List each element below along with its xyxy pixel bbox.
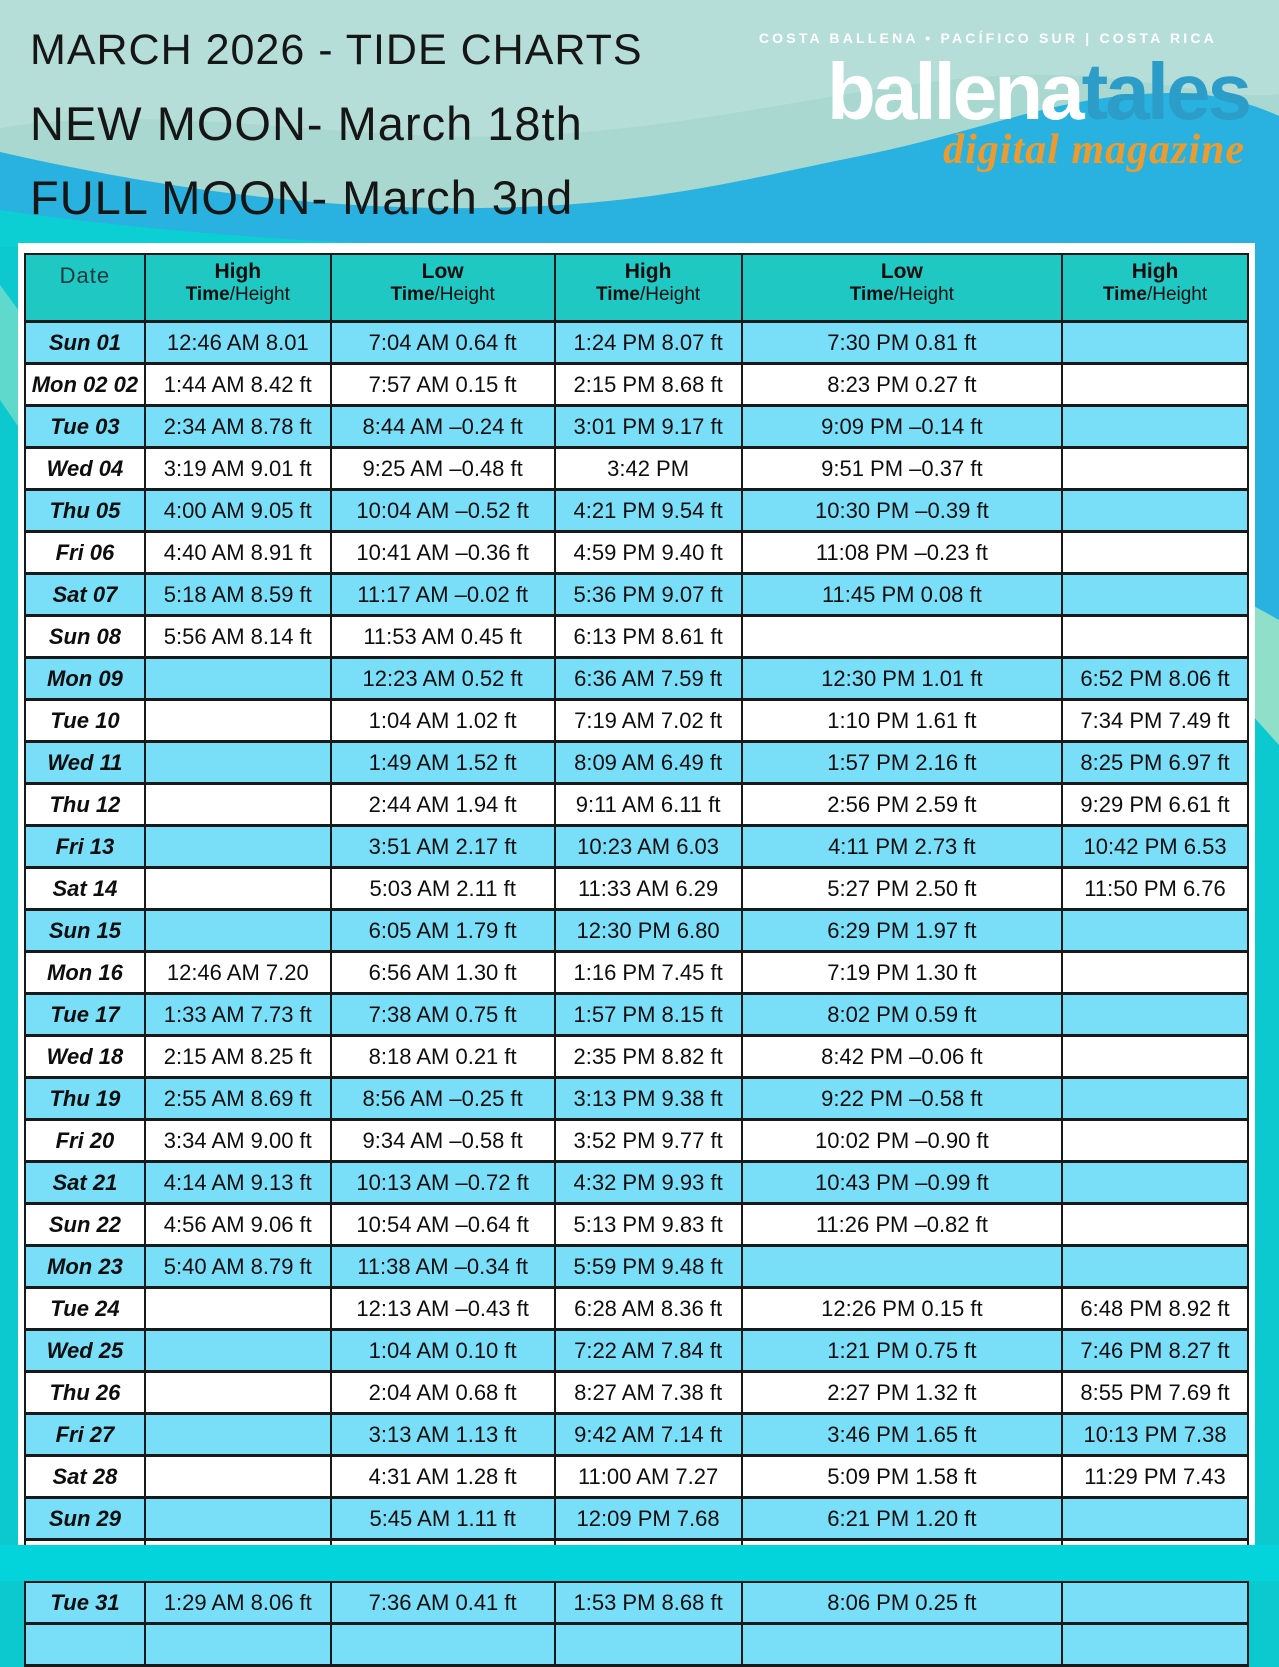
table-row	[25, 910, 1248, 952]
tide-cell: 2:34 AM 8.78 ft	[145, 406, 331, 448]
table-row	[25, 406, 1248, 448]
tide-cell: 3:42 PM	[555, 448, 742, 490]
tide-cell: 2:15 PM 8.68 ft	[555, 364, 742, 406]
table-row	[25, 1120, 1248, 1162]
tide-cell: 4:11 PM 2.73 ft	[742, 826, 1062, 868]
date-cell: Sun 22	[25, 1204, 145, 1246]
tide-cell: 3:13 AM 1.13 ft	[331, 1414, 555, 1456]
tide-cell: 9:29 PM 6.61 ft	[1062, 784, 1248, 826]
tide-cell	[145, 1330, 331, 1372]
tide-cell: 1:04 AM 1.02 ft	[331, 700, 555, 742]
tide-cell	[145, 1456, 331, 1498]
tide-cell: 11:29 PM 7.43	[1062, 1456, 1248, 1498]
tide-cell	[1062, 322, 1248, 364]
date-cell: Thu 19	[25, 1078, 145, 1120]
tide-cell: 2:55 AM 8.69 ft	[145, 1078, 331, 1120]
table-row	[25, 1078, 1248, 1120]
tide-cell: 3:01 PM 9.17 ft	[555, 406, 742, 448]
tide-cell: 9:34 AM –0.58 ft	[331, 1120, 555, 1162]
tide-cell: 1:16 PM 7.45 ft	[555, 952, 742, 994]
tide-cell	[1062, 1162, 1248, 1204]
table-row	[25, 826, 1248, 868]
tide-cell: 6:36 AM 7.59 ft	[555, 658, 742, 700]
table-header-row	[25, 254, 1248, 322]
tide-cell: 10:23 AM 6.03	[555, 826, 742, 868]
date-cell: Sat 21	[25, 1162, 145, 1204]
table-row	[25, 952, 1248, 994]
date-cell: Tue 10	[25, 700, 145, 742]
date-cell: Sun 08	[25, 616, 145, 658]
tide-cell: 5:36 PM 9.07 ft	[555, 574, 742, 616]
tide-cell: 8:27 AM 7.38 ft	[555, 1372, 742, 1414]
tide-cell: 1:29 AM 8.06 ft	[145, 1582, 331, 1624]
tide-cell	[1062, 910, 1248, 952]
tide-cell: 5:03 AM 2.11 ft	[331, 868, 555, 910]
tide-cell: 10:54 AM –0.64 ft	[331, 1204, 555, 1246]
tide-cell	[1062, 1624, 1248, 1666]
tide-cell: 4:59 PM 9.40 ft	[555, 532, 742, 574]
table-row	[25, 658, 1248, 700]
table-row	[25, 1582, 1248, 1624]
table-row	[25, 1330, 1248, 1372]
tide-cell: 11:38 AM –0.34 ft	[331, 1246, 555, 1288]
tide-cell: 7:38 AM 0.75 ft	[331, 994, 555, 1036]
table-row	[25, 1204, 1248, 1246]
column-header-low-4	[742, 254, 1062, 322]
tide-cell: 8:42 PM –0.06 ft	[742, 1036, 1062, 1078]
tide-cell: 2:27 PM 1.32 ft	[742, 1372, 1062, 1414]
table-row	[25, 1162, 1248, 1204]
tide-cell: 7:34 PM 7.49 ft	[1062, 700, 1248, 742]
tide-cell: 10:13 PM 7.38	[1062, 1414, 1248, 1456]
table-row	[25, 1372, 1248, 1414]
tide-cell: 1:04 AM 0.10 ft	[331, 1330, 555, 1372]
tide-cell: 3:13 PM 9.38 ft	[555, 1078, 742, 1120]
tide-cell: 6:56 AM 1.30 ft	[331, 952, 555, 994]
tide-cell: 3:52 PM 9.77 ft	[555, 1120, 742, 1162]
column-header-low-2	[331, 254, 555, 322]
full-moon-subtitle: FULL MOON- March 3nd	[30, 171, 574, 224]
tide-cell: 7:04 AM 0.64 ft	[331, 322, 555, 364]
tide-cell	[1062, 1204, 1248, 1246]
tide-cell: 12:26 PM 0.15 ft	[742, 1288, 1062, 1330]
date-cell: Mon 23	[25, 1246, 145, 1288]
tide-cell: 8:02 PM 0.59 ft	[742, 994, 1062, 1036]
column-label: High	[1131, 260, 1179, 283]
date-cell: Fri 20	[25, 1120, 145, 1162]
column-sublabel: Time/Height	[390, 284, 495, 306]
date-cell: Thu 26	[25, 1372, 145, 1414]
tide-cell	[145, 868, 331, 910]
date-cell: Mon 16	[25, 952, 145, 994]
date-cell: Fri 27	[25, 1414, 145, 1456]
column-label: High	[214, 260, 262, 283]
column-sublabel: Time/Height	[1102, 284, 1208, 306]
tide-cell	[1062, 532, 1248, 574]
tide-cell: 3:51 AM 2.17 ft	[331, 826, 555, 868]
tide-cell: 5:09 PM 1.58 ft	[742, 1456, 1062, 1498]
tide-cell: 6:52 PM 8.06 ft	[1062, 658, 1248, 700]
tide-cell	[145, 1624, 331, 1666]
table-row	[25, 1288, 1248, 1330]
tide-cell: 8:06 PM 0.25 ft	[742, 1582, 1062, 1624]
tide-cell: 5:59 PM 9.48 ft	[555, 1246, 742, 1288]
tide-cell: 1:57 PM 2.16 ft	[742, 742, 1062, 784]
date-cell: Wed 25	[25, 1330, 145, 1372]
tide-cell: 12:30 PM 1.01 ft	[742, 658, 1062, 700]
tide-cell	[555, 1624, 742, 1666]
table-row	[25, 616, 1248, 658]
tide-cell	[1062, 406, 1248, 448]
tide-cell: 8:23 PM 0.27 ft	[742, 364, 1062, 406]
tide-cell: 7:36 AM 0.41 ft	[331, 1582, 555, 1624]
tide-cell: 11:00 AM 7.27	[555, 1456, 742, 1498]
tide-cell: 7:57 AM 0.15 ft	[331, 364, 555, 406]
logo-ballena-text: ballena	[826, 47, 1082, 136]
logo-digital-magazine-text: digital magazine	[943, 127, 1245, 173]
new-moon-subtitle: NEW MOON- March 18th	[30, 97, 583, 150]
tide-cell: 11:08 PM –0.23 ft	[742, 532, 1062, 574]
tide-cell: 4:32 PM 9.93 ft	[555, 1162, 742, 1204]
tide-cell	[145, 1498, 331, 1540]
tide-cell: 12:09 PM 7.68	[555, 1498, 742, 1540]
table-row	[25, 364, 1248, 406]
tide-cell: 5:13 PM 9.83 ft	[555, 1204, 742, 1246]
tide-cell: 9:42 AM 7.14 ft	[555, 1414, 742, 1456]
tide-cell	[145, 1288, 331, 1330]
date-cell: Sat 14	[25, 868, 145, 910]
tide-cell: 10:04 AM –0.52 ft	[331, 490, 555, 532]
table-row	[25, 700, 1248, 742]
table-row	[25, 490, 1248, 532]
table-row	[25, 1456, 1248, 1498]
tide-cell	[1062, 1120, 1248, 1162]
tide-cell: 10:13 AM –0.72 ft	[331, 1162, 555, 1204]
tide-cell: 5:18 AM 8.59 ft	[145, 574, 331, 616]
column-label: High	[624, 260, 672, 283]
tide-cell: 1:53 PM 8.68 ft	[555, 1582, 742, 1624]
ballena-tales-logo	[826, 47, 1249, 136]
tide-cell: 7:22 AM 7.84 ft	[555, 1330, 742, 1372]
tide-cell	[1062, 1036, 1248, 1078]
tide-cell: 2:04 AM 0.68 ft	[331, 1372, 555, 1414]
tide-cell: 8:44 AM –0.24 ft	[331, 406, 555, 448]
column-header-date: Date	[25, 254, 145, 322]
tide-cell: 4:56 AM 9.06 ft	[145, 1204, 331, 1246]
date-cell: Wed 04	[25, 448, 145, 490]
column-header-high-5	[1062, 254, 1248, 322]
date-cell: Wed 11	[25, 742, 145, 784]
tide-cell: 6:05 AM 1.79 ft	[331, 910, 555, 952]
tide-table-frame	[18, 243, 1255, 1615]
tide-cell: 6:13 PM 8.61 ft	[555, 616, 742, 658]
date-cell: Mon 09	[25, 658, 145, 700]
table-row	[25, 994, 1248, 1036]
tide-cell: 8:56 AM –0.25 ft	[331, 1078, 555, 1120]
tide-cell: 3:19 AM 9.01 ft	[145, 448, 331, 490]
date-cell: Sun 29	[25, 1498, 145, 1540]
tide-cell: 11:26 PM –0.82 ft	[742, 1204, 1062, 1246]
tide-cell: 10:30 PM –0.39 ft	[742, 490, 1062, 532]
date-cell: Thu 05	[25, 490, 145, 532]
tide-cell	[1062, 490, 1248, 532]
tide-cell: 5:27 PM 2.50 ft	[742, 868, 1062, 910]
tide-cell	[1062, 1498, 1248, 1540]
tide-cell	[1062, 448, 1248, 490]
tide-cell: 3:46 PM 1.65 ft	[742, 1414, 1062, 1456]
tide-cell	[742, 1246, 1062, 1288]
tide-cell	[145, 658, 331, 700]
tide-cell: 1:33 AM 7.73 ft	[145, 994, 331, 1036]
date-cell: Tue 03	[25, 406, 145, 448]
table-row	[25, 1624, 1248, 1666]
tide-cell	[145, 784, 331, 826]
tide-cell: 11:53 AM 0.45 ft	[331, 616, 555, 658]
date-cell: Tue 24	[25, 1288, 145, 1330]
date-cell	[25, 1624, 145, 1666]
tide-cell	[1062, 1582, 1248, 1624]
tide-cell: 2:56 PM 2.59 ft	[742, 784, 1062, 826]
tide-cell	[145, 826, 331, 868]
column-sublabel: Time/Height	[595, 284, 701, 306]
tide-cell: 12:23 AM 0.52 ft	[331, 658, 555, 700]
date-cell: Fri 13	[25, 826, 145, 868]
tide-cell: 1:21 PM 0.75 ft	[742, 1330, 1062, 1372]
tide-cell: 11:33 AM 6.29	[555, 868, 742, 910]
tide-cell	[145, 700, 331, 742]
tide-cell: 12:46 AM 8.01	[145, 322, 331, 364]
tide-cell: 9:25 AM –0.48 ft	[331, 448, 555, 490]
tide-cell: 11:45 PM 0.08 ft	[742, 574, 1062, 616]
column-label: Low	[880, 260, 923, 283]
tide-cell: 4:31 AM 1.28 ft	[331, 1456, 555, 1498]
page-header	[0, 0, 1279, 245]
tide-cell: 10:43 PM –0.99 ft	[742, 1162, 1062, 1204]
tide-cell: 5:56 AM 8.14 ft	[145, 616, 331, 658]
tide-cell: 9:22 PM –0.58 ft	[742, 1078, 1062, 1120]
date-cell: Sat 07	[25, 574, 145, 616]
column-header-high-1	[145, 254, 331, 322]
logo-tagline: COSTA BALLENA • PACÍFICO SUR | COSTA RICA	[758, 30, 1217, 46]
tide-cell: 1:10 PM 1.61 ft	[742, 700, 1062, 742]
table-row	[25, 784, 1248, 826]
date-cell: Sat 28	[25, 1456, 145, 1498]
tide-cell	[742, 616, 1062, 658]
table-row	[25, 532, 1248, 574]
date-cell: Fri 06	[25, 532, 145, 574]
tide-cell: 5:40 AM 8.79 ft	[145, 1246, 331, 1288]
tide-cell: 12:30 PM 6.80	[555, 910, 742, 952]
date-cell: Mon 02 02	[25, 364, 145, 406]
tide-cell: 7:46 PM 8.27 ft	[1062, 1330, 1248, 1372]
tide-cell: 3:34 AM 9.00 ft	[145, 1120, 331, 1162]
date-cell: Sun 15	[25, 910, 145, 952]
table-row	[25, 448, 1248, 490]
tide-table	[24, 253, 1249, 1667]
tide-cell: 5:45 AM 1.11 ft	[331, 1498, 555, 1540]
tide-cell	[1062, 952, 1248, 994]
tide-cell: 2:44 AM 1.94 ft	[331, 784, 555, 826]
tide-cell	[1062, 994, 1248, 1036]
tide-cell	[145, 1372, 331, 1414]
tide-cell: 6:29 PM 1.97 ft	[742, 910, 1062, 952]
tide-cell: 10:41 AM –0.36 ft	[331, 532, 555, 574]
tide-cell: 11:50 PM 6.76	[1062, 868, 1248, 910]
tide-cell	[145, 1414, 331, 1456]
tide-cell	[1062, 1078, 1248, 1120]
tide-cell: 4:14 AM 9.13 ft	[145, 1162, 331, 1204]
table-row	[25, 1036, 1248, 1078]
tide-cell	[742, 1624, 1062, 1666]
tide-cell	[145, 910, 331, 952]
date-cell: Thu 12	[25, 784, 145, 826]
tide-cell: 12:46 AM 7.20	[145, 952, 331, 994]
column-sublabel: Time/Height	[185, 284, 290, 306]
tide-cell: 8:18 AM 0.21 ft	[331, 1036, 555, 1078]
column-label: Low	[421, 260, 464, 283]
tide-cell	[145, 742, 331, 784]
tide-cell: 6:48 PM 8.92 ft	[1062, 1288, 1248, 1330]
table-row	[25, 742, 1248, 784]
date-cell: Tue 31	[25, 1582, 145, 1624]
date-cell: Wed 18	[25, 1036, 145, 1078]
tide-cell: 4:40 AM 8.91 ft	[145, 532, 331, 574]
tide-cell	[1062, 574, 1248, 616]
tide-cell: 4:00 AM 9.05 ft	[145, 490, 331, 532]
tide-cell: 6:21 PM 1.20 ft	[742, 1498, 1062, 1540]
column-sublabel: Time/Height	[849, 284, 954, 306]
column-header-high-3	[555, 254, 742, 322]
tide-cell: 8:09 AM 6.49 ft	[555, 742, 742, 784]
date-cell: Tue 17	[25, 994, 145, 1036]
date-cell: Sun 01	[25, 322, 145, 364]
table-row	[25, 1498, 1248, 1540]
tide-cell: 9:51 PM –0.37 ft	[742, 448, 1062, 490]
tide-cell	[1062, 364, 1248, 406]
table-row	[25, 868, 1248, 910]
tide-cell: 11:17 AM –0.02 ft	[331, 574, 555, 616]
tide-cell: 6:28 AM 8.36 ft	[555, 1288, 742, 1330]
tide-cell: 1:57 PM 8.15 ft	[555, 994, 742, 1036]
tide-cell: 12:13 AM –0.43 ft	[331, 1288, 555, 1330]
tide-cell: 10:02 PM –0.90 ft	[742, 1120, 1062, 1162]
table-row	[25, 1414, 1248, 1456]
tide-cell: 10:42 PM 6.53	[1062, 826, 1248, 868]
table-row	[25, 1246, 1248, 1288]
tide-cell	[1062, 1246, 1248, 1288]
tide-cell: 7:19 AM 7.02 ft	[555, 700, 742, 742]
table-row	[25, 322, 1248, 364]
footer-cyan-bar	[0, 1545, 1279, 1581]
tide-cell: 9:09 PM –0.14 ft	[742, 406, 1062, 448]
tide-cell: 4:21 PM 9.54 ft	[555, 490, 742, 532]
tide-cell: 2:15 AM 8.25 ft	[145, 1036, 331, 1078]
tide-cell: 2:35 PM 8.82 ft	[555, 1036, 742, 1078]
tide-cell: 9:11 AM 6.11 ft	[555, 784, 742, 826]
tide-cell: 8:55 PM 7.69 ft	[1062, 1372, 1248, 1414]
table-row	[25, 574, 1248, 616]
page-title: MARCH 2026 - TIDE CHARTS	[30, 26, 643, 74]
tide-cell: 7:30 PM 0.81 ft	[742, 322, 1062, 364]
tide-cell: 1:44 AM 8.42 ft	[145, 364, 331, 406]
tide-cell: 7:19 PM 1.30 ft	[742, 952, 1062, 994]
tide-cell: 1:24 PM 8.07 ft	[555, 322, 742, 364]
tide-cell: 1:49 AM 1.52 ft	[331, 742, 555, 784]
tide-cell	[1062, 616, 1248, 658]
tide-cell: 8:25 PM 6.97 ft	[1062, 742, 1248, 784]
logo-tales-text: tales	[1081, 47, 1249, 136]
tide-cell	[331, 1624, 555, 1666]
